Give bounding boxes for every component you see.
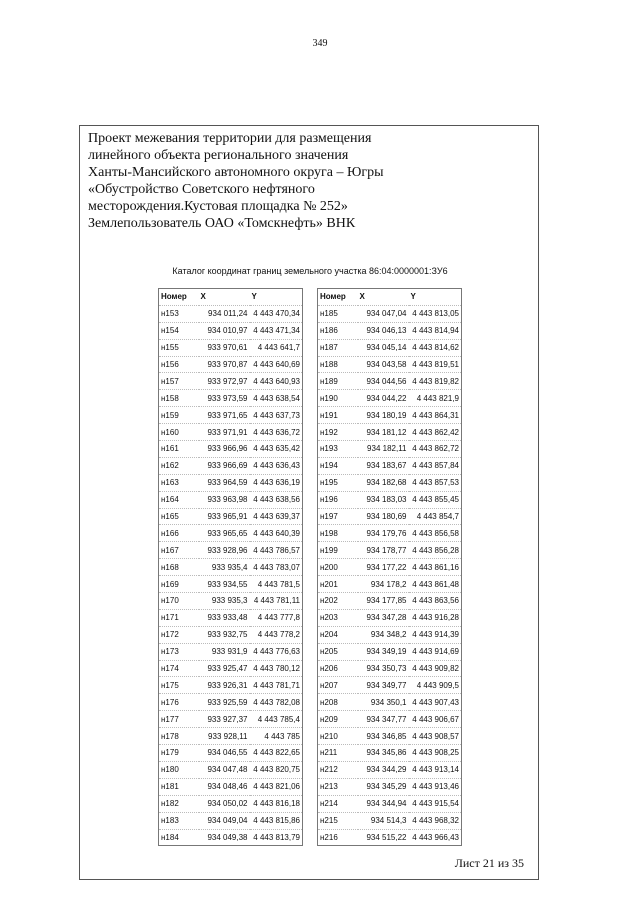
y-coordinate-cell: 4 443 814,94	[409, 322, 462, 339]
header-line: «Обустройство Советского нефтяного	[88, 182, 315, 197]
table-row	[318, 576, 462, 593]
y-coordinate-cell: 4 443 909,5	[409, 677, 462, 694]
point-number-cell: н202	[318, 593, 358, 610]
point-number-cell: н207	[318, 677, 358, 694]
point-number-cell: н178	[159, 728, 199, 745]
table-row	[159, 559, 303, 576]
point-number-cell: н191	[318, 407, 358, 424]
point-number-cell: н157	[159, 373, 199, 390]
table-row	[159, 778, 303, 795]
header-line: линейного объекта регионального значения	[88, 148, 349, 163]
x-coordinate-cell: 934 514,3	[358, 812, 409, 829]
x-coordinate-cell: 933 931,9	[199, 643, 250, 660]
table-row	[159, 660, 303, 677]
table-row	[318, 660, 462, 677]
y-coordinate-cell: 4 443 907,43	[409, 694, 462, 711]
point-number-cell: н173	[159, 643, 199, 660]
point-number-cell: н187	[318, 339, 358, 356]
y-coordinate-cell: 4 443 862,42	[409, 424, 462, 441]
x-coordinate-cell: 934 348,2	[358, 626, 409, 643]
x-coordinate-cell: 934 044,56	[358, 373, 409, 390]
point-number-cell: н180	[159, 761, 199, 778]
y-coordinate-cell: 4 443 781,5	[250, 576, 303, 593]
table-row	[318, 711, 462, 728]
x-coordinate-cell: 933 933,48	[199, 609, 250, 626]
table-row	[318, 373, 462, 390]
table-row	[159, 745, 303, 762]
point-number-cell: н181	[159, 778, 199, 795]
x-coordinate-cell: 934 345,29	[358, 778, 409, 795]
y-coordinate-cell: 4 443 636,19	[250, 474, 303, 491]
table-row	[318, 677, 462, 694]
table-row	[159, 322, 303, 339]
point-number-cell: н153	[159, 305, 199, 322]
point-number-cell: н214	[318, 795, 358, 812]
x-coordinate-cell: 933 966,96	[199, 441, 250, 458]
point-number-cell: н165	[159, 508, 199, 525]
y-coordinate-cell: 4 443 777,8	[250, 609, 303, 626]
point-number-cell: н196	[318, 491, 358, 508]
table-row	[159, 339, 303, 356]
y-coordinate-cell: 4 443 815,86	[250, 812, 303, 829]
x-coordinate-cell: 933 935,3	[199, 593, 250, 610]
y-coordinate-cell: 4 443 636,43	[250, 457, 303, 474]
point-number-cell: н176	[159, 694, 199, 711]
column-header-x: X	[199, 289, 250, 306]
y-coordinate-cell: 4 443 640,39	[250, 525, 303, 542]
y-coordinate-cell: 4 443 854,7	[409, 508, 462, 525]
y-coordinate-cell: 4 443 909,82	[409, 660, 462, 677]
table-row	[318, 626, 462, 643]
y-coordinate-cell: 4 443 856,28	[409, 542, 462, 559]
table-row	[318, 812, 462, 829]
y-coordinate-cell: 4 443 470,34	[250, 305, 303, 322]
catalog-title: Каталог координат границ земельного участка 86:04:0000001:ЗУ6	[172, 266, 448, 276]
y-coordinate-cell: 4 443 966,43	[412, 832, 459, 842]
point-number-cell: н204	[318, 626, 358, 643]
table-row	[318, 322, 462, 339]
point-number-cell: н182	[159, 795, 199, 812]
table-row	[159, 576, 303, 593]
point-number-cell: н206	[318, 660, 358, 677]
table-row	[159, 609, 303, 626]
y-coordinate-cell: 4 443 471,34	[250, 322, 303, 339]
x-coordinate-cell: 934 177,85	[358, 593, 409, 610]
y-coordinate-cell: 4 443 913,14	[409, 761, 462, 778]
table-row	[159, 812, 303, 829]
x-coordinate-cell: 934 049,38	[207, 832, 248, 842]
table-header-row	[318, 289, 462, 306]
point-number-cell: н211	[318, 745, 358, 762]
table-row	[159, 457, 303, 474]
y-coordinate-cell: 4 443 819,82	[409, 373, 462, 390]
point-number-cell: н185	[318, 305, 358, 322]
point-number-cell: н169	[159, 576, 199, 593]
point-number-cell: н155	[159, 339, 199, 356]
x-coordinate-cell: 933 973,59	[199, 390, 250, 407]
y-coordinate-cell: 4 443 780,12	[250, 660, 303, 677]
table-row	[318, 474, 462, 491]
sheet-number: Лист 21 из 35	[454, 856, 524, 870]
point-number-cell: н190	[318, 390, 358, 407]
point-number-cell: н213	[318, 778, 358, 795]
y-coordinate-cell: 4 443 863,56	[409, 593, 462, 610]
y-coordinate-cell: 4 443 639,37	[250, 508, 303, 525]
y-coordinate-cell: 4 443 782,08	[250, 694, 303, 711]
x-coordinate-cell: 933 925,47	[199, 660, 250, 677]
table-row	[318, 424, 462, 441]
table-row	[318, 609, 462, 626]
table-row	[159, 305, 303, 322]
y-coordinate-cell: 4 443 637,73	[250, 407, 303, 424]
y-coordinate-cell: 4 443 816,18	[250, 795, 303, 812]
table-row	[318, 305, 462, 322]
y-coordinate-cell: 4 443 813,05	[409, 305, 462, 322]
x-coordinate-cell: 933 966,69	[199, 457, 250, 474]
header-line: Землепользователь ОАО «Томскнефть» ВНК	[88, 216, 356, 231]
point-number-cell: н171	[159, 609, 199, 626]
table-row	[159, 593, 303, 610]
y-coordinate-cell: 4 443 814,62	[409, 339, 462, 356]
x-coordinate-cell: 934 349,19	[358, 643, 409, 660]
point-number-cell: н193	[318, 441, 358, 458]
table-row	[159, 491, 303, 508]
column-header-number: Номер	[159, 289, 199, 306]
x-coordinate-cell: 933 934,55	[199, 576, 250, 593]
column-header-x: X	[358, 289, 409, 306]
point-number-cell: н209	[318, 711, 358, 728]
y-coordinate-cell: 4 443 908,25	[409, 745, 462, 762]
x-coordinate-cell: 933 932,75	[199, 626, 250, 643]
table-row	[159, 525, 303, 542]
y-coordinate-cell: 4 443 822,65	[250, 745, 303, 762]
page-number: 349	[312, 38, 328, 49]
y-coordinate-cell: 4 443 857,84	[409, 457, 462, 474]
x-coordinate-cell: 934 047,48	[199, 761, 250, 778]
table-row	[318, 745, 462, 762]
y-coordinate-cell: 4 443 785	[250, 728, 303, 745]
table-row	[159, 626, 303, 643]
y-coordinate-cell: 4 443 821,06	[250, 778, 303, 795]
y-coordinate-cell: 4 443 857,53	[409, 474, 462, 491]
y-coordinate-cell: 4 443 776,63	[250, 643, 303, 660]
table-row	[318, 457, 462, 474]
x-coordinate-cell: 934 347,28	[358, 609, 409, 626]
point-number-cell: н183	[159, 812, 199, 829]
point-number-cell: н188	[318, 356, 358, 373]
x-coordinate-cell: 933 964,59	[199, 474, 250, 491]
x-coordinate-cell: 933 970,61	[199, 339, 250, 356]
table-row	[159, 728, 303, 745]
x-coordinate-cell: 933 970,87	[199, 356, 250, 373]
table-row	[159, 694, 303, 711]
y-coordinate-cell: 4 443 916,28	[409, 609, 462, 626]
x-coordinate-cell: 934 350,73	[358, 660, 409, 677]
y-coordinate-cell: 4 443 861,16	[409, 559, 462, 576]
x-coordinate-cell: 934 011,24	[199, 305, 250, 322]
point-number-cell: н215	[318, 812, 358, 829]
table-row	[318, 694, 462, 711]
table-row	[318, 778, 462, 795]
x-coordinate-cell: 933 971,91	[199, 424, 250, 441]
y-coordinate-cell: 4 443 914,39	[409, 626, 462, 643]
table-row	[318, 593, 462, 610]
x-coordinate-cell: 934 349,77	[358, 677, 409, 694]
document-frame	[79, 125, 539, 880]
point-number-cell: н197	[318, 508, 358, 525]
x-coordinate-cell: 934 180,69	[358, 508, 409, 525]
x-coordinate-cell: 934 182,68	[358, 474, 409, 491]
point-number-cell: н175	[159, 677, 199, 694]
y-coordinate-cell: 4 443 813,79	[253, 832, 300, 842]
y-coordinate-cell: 4 443 781,71	[250, 677, 303, 694]
table-row	[318, 390, 462, 407]
point-number-cell: н158	[159, 390, 199, 407]
x-coordinate-cell: 934 344,29	[358, 761, 409, 778]
y-coordinate-cell: 4 443 913,46	[409, 778, 462, 795]
x-coordinate-cell: 934 179,76	[358, 525, 409, 542]
point-number-cell: н194	[318, 457, 358, 474]
y-coordinate-cell: 4 443 968,32	[409, 812, 462, 829]
table-row	[318, 761, 462, 778]
x-coordinate-cell: 934 050,02	[199, 795, 250, 812]
x-coordinate-cell: 934 347,77	[358, 711, 409, 728]
table-row	[318, 407, 462, 424]
x-coordinate-cell: 934 044,22	[358, 390, 409, 407]
y-coordinate-cell: 4 443 820,75	[250, 761, 303, 778]
table-row	[159, 542, 303, 559]
table-row	[159, 390, 303, 407]
x-coordinate-cell: 933 965,65	[199, 525, 250, 542]
x-coordinate-cell: 934 049,04	[199, 812, 250, 829]
point-number-cell: н205	[318, 643, 358, 660]
point-number-cell: н161	[159, 441, 199, 458]
x-coordinate-cell: 934 178,2	[358, 576, 409, 593]
table-row	[159, 711, 303, 728]
y-coordinate-cell: 4 443 786,57	[250, 542, 303, 559]
y-coordinate-cell: 4 443 914,69	[409, 643, 462, 660]
point-number-cell: н216	[320, 832, 338, 842]
x-coordinate-cell: 934 046,13	[358, 322, 409, 339]
x-coordinate-cell: 934 180,19	[358, 407, 409, 424]
x-coordinate-cell: 933 972,97	[199, 373, 250, 390]
table-row	[318, 643, 462, 660]
x-coordinate-cell: 933 963,98	[199, 491, 250, 508]
y-coordinate-cell: 4 443 821,9	[409, 390, 462, 407]
x-coordinate-cell: 934 350,1	[358, 694, 409, 711]
x-coordinate-cell: 934 183,67	[358, 457, 409, 474]
y-coordinate-cell: 4 443 641,7	[250, 339, 303, 356]
point-number-cell: н179	[159, 745, 199, 762]
table-row	[159, 373, 303, 390]
x-coordinate-cell: 934 183,03	[358, 491, 409, 508]
table-row	[318, 508, 462, 525]
point-number-cell: н160	[159, 424, 199, 441]
table-row	[318, 339, 462, 356]
y-coordinate-cell: 4 443 915,54	[409, 795, 462, 812]
x-coordinate-cell: 934 048,46	[199, 778, 250, 795]
x-coordinate-cell: 933 927,37	[199, 711, 250, 728]
y-coordinate-cell: 4 443 785,4	[250, 711, 303, 728]
x-coordinate-cell: 934 045,14	[358, 339, 409, 356]
x-coordinate-cell: 934 344,94	[358, 795, 409, 812]
point-number-cell: н208	[318, 694, 358, 711]
y-coordinate-cell: 4 443 819,51	[409, 356, 462, 373]
point-number-cell: н199	[318, 542, 358, 559]
table-row	[318, 559, 462, 576]
table-row	[159, 356, 303, 373]
project-header	[88, 130, 418, 232]
point-number-cell: н210	[318, 728, 358, 745]
point-number-cell: н200	[318, 559, 358, 576]
table-row	[318, 728, 462, 745]
point-number-cell: н198	[318, 525, 358, 542]
point-number-cell: н167	[159, 542, 199, 559]
table-header-row	[159, 289, 303, 306]
x-coordinate-cell: 933 928,96	[199, 542, 250, 559]
x-coordinate-cell: 934 181,12	[358, 424, 409, 441]
table-row	[159, 474, 303, 491]
y-coordinate-cell: 4 443 862,72	[409, 441, 462, 458]
point-number-cell: н177	[159, 711, 199, 728]
table-row	[318, 491, 462, 508]
point-number-cell: н170	[159, 593, 199, 610]
table-row	[318, 829, 462, 846]
table-row	[159, 829, 303, 846]
x-coordinate-cell: 934 046,55	[199, 745, 250, 762]
header-line: Проект межевания территории для размещения	[88, 131, 372, 146]
table-row	[159, 508, 303, 525]
point-number-cell: н164	[159, 491, 199, 508]
column-header-y: Y	[250, 289, 303, 306]
x-coordinate-cell: 934 515,22	[366, 832, 407, 842]
table-row	[318, 795, 462, 812]
y-coordinate-cell: 4 443 855,45	[409, 491, 462, 508]
table-row	[318, 441, 462, 458]
x-coordinate-cell: 934 177,22	[358, 559, 409, 576]
point-number-cell: н189	[318, 373, 358, 390]
y-coordinate-cell: 4 443 638,54	[250, 390, 303, 407]
point-number-cell: н154	[159, 322, 199, 339]
table-row	[318, 356, 462, 373]
y-coordinate-cell: 4 443 908,57	[409, 728, 462, 745]
y-coordinate-cell: 4 443 640,69	[250, 356, 303, 373]
point-number-cell: н192	[318, 424, 358, 441]
table-row	[159, 643, 303, 660]
x-coordinate-cell: 934 345,86	[358, 745, 409, 762]
point-number-cell: н195	[318, 474, 358, 491]
x-coordinate-cell: 933 971,65	[199, 407, 250, 424]
table-row	[318, 542, 462, 559]
point-number-cell: н172	[159, 626, 199, 643]
y-coordinate-cell: 4 443 640,93	[250, 373, 303, 390]
y-coordinate-cell: 4 443 638,56	[250, 491, 303, 508]
table-row	[159, 677, 303, 694]
point-number-cell: н186	[318, 322, 358, 339]
x-coordinate-cell: 933 925,59	[199, 694, 250, 711]
point-number-cell: н159	[159, 407, 199, 424]
point-number-cell: н201	[318, 576, 358, 593]
column-header-number: Номер	[318, 289, 358, 306]
y-coordinate-cell: 4 443 861,48	[409, 576, 462, 593]
y-coordinate-cell: 4 443 636,72	[250, 424, 303, 441]
y-coordinate-cell: 4 443 635,42	[250, 441, 303, 458]
y-coordinate-cell: 4 443 856,58	[409, 525, 462, 542]
coordinates-table-right	[317, 288, 462, 846]
x-coordinate-cell: 933 928,11	[199, 728, 250, 745]
x-coordinate-cell: 933 965,91	[199, 508, 250, 525]
x-coordinate-cell: 934 010,97	[199, 322, 250, 339]
y-coordinate-cell: 4 443 906,67	[409, 711, 462, 728]
y-coordinate-cell: 4 443 783,07	[250, 559, 303, 576]
table-row	[159, 795, 303, 812]
point-number-cell: н174	[159, 660, 199, 677]
table-row	[159, 441, 303, 458]
x-coordinate-cell: 933 926,31	[199, 677, 250, 694]
point-number-cell: н168	[159, 559, 199, 576]
point-number-cell: н212	[318, 761, 358, 778]
x-coordinate-cell: 934 346,85	[358, 728, 409, 745]
x-coordinate-cell: 934 043,58	[358, 356, 409, 373]
table-row	[159, 407, 303, 424]
column-header-y: Y	[409, 289, 462, 306]
y-coordinate-cell: 4 443 864,31	[409, 407, 462, 424]
x-coordinate-cell: 933 935,4	[199, 559, 250, 576]
y-coordinate-cell: 4 443 781,11	[250, 593, 303, 610]
point-number-cell: н156	[159, 356, 199, 373]
point-number-cell: н184	[161, 832, 179, 842]
y-coordinate-cell: 4 443 778,2	[250, 626, 303, 643]
table-row	[318, 525, 462, 542]
header-line: Ханты-Мансийского автономного округа – Югры	[88, 165, 384, 180]
point-number-cell: н203	[318, 609, 358, 626]
x-coordinate-cell: 934 178,77	[358, 542, 409, 559]
x-coordinate-cell: 934 047,04	[358, 305, 409, 322]
table-row	[159, 424, 303, 441]
x-coordinate-cell: 934 182,11	[358, 441, 409, 458]
point-number-cell: н162	[159, 457, 199, 474]
point-number-cell: н166	[159, 525, 199, 542]
table-row	[159, 761, 303, 778]
coordinates-table-left	[158, 288, 303, 846]
header-line: месторождения.Кустовая площадка № 252»	[88, 199, 348, 214]
point-number-cell: н163	[159, 474, 199, 491]
